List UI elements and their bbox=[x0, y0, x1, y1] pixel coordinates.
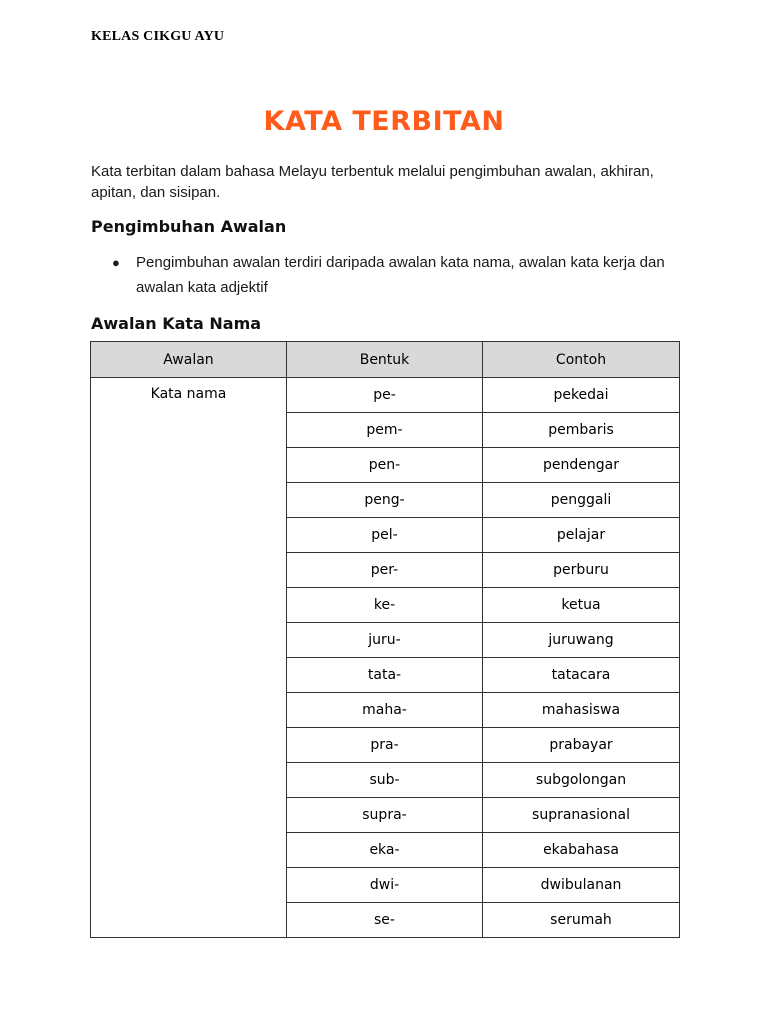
contoh-cell: serumah bbox=[483, 903, 680, 938]
awalan-kata-nama-table bbox=[90, 341, 680, 938]
intro-paragraph: Kata terbitan dalam bahasa Melayu terbentuk melalui pengimbuhan awalan, akhiran, apitan, dan sisipan. bbox=[91, 163, 654, 201]
table-header-row bbox=[91, 342, 680, 378]
contoh-cell: pekedai bbox=[483, 378, 680, 413]
column-header-bentuk: Bentuk bbox=[287, 342, 483, 378]
contoh-cell: ketua bbox=[483, 588, 680, 623]
contoh-cell: perburu bbox=[483, 553, 680, 588]
bentuk-cell: sub- bbox=[287, 763, 483, 798]
contoh-cell: dwibulanan bbox=[483, 868, 680, 903]
bullet-item bbox=[91, 250, 681, 300]
contoh-cell: pendengar bbox=[483, 448, 680, 483]
bentuk-cell: pem- bbox=[287, 413, 483, 448]
bentuk-cell: eka- bbox=[287, 833, 483, 868]
contoh-cell: mahasiswa bbox=[483, 693, 680, 728]
contoh-cell: pembaris bbox=[483, 413, 680, 448]
section-heading-pengimbuhan-awalan: Pengimbuhan Awalan bbox=[91, 217, 287, 236]
contoh-cell: ekabahasa bbox=[483, 833, 680, 868]
contoh-cell: penggali bbox=[483, 483, 680, 518]
bentuk-cell: pel- bbox=[287, 518, 483, 553]
column-header-awalan: Awalan bbox=[91, 342, 287, 378]
bentuk-cell: se- bbox=[287, 903, 483, 938]
bullet-text: Pengimbuhan awalan terdiri daripada awalan kata nama, awalan kata kerja dan awalan kata adjektif bbox=[136, 254, 665, 296]
group-cell-kata-nama: Kata nama bbox=[91, 378, 287, 938]
document-title: KATA TERBITAN bbox=[263, 106, 505, 137]
bentuk-cell: dwi- bbox=[287, 868, 483, 903]
bullet-list bbox=[91, 250, 681, 300]
bentuk-cell: ke- bbox=[287, 588, 483, 623]
contoh-cell: tatacara bbox=[483, 658, 680, 693]
bentuk-cell: supra- bbox=[287, 798, 483, 833]
page-header-label: KELAS CIKGU AYU bbox=[91, 29, 225, 44]
contoh-cell: subgolongan bbox=[483, 763, 680, 798]
bullet-dot-icon: ● bbox=[112, 255, 120, 270]
contoh-cell: prabayar bbox=[483, 728, 680, 763]
contoh-cell: supranasional bbox=[483, 798, 680, 833]
table-row bbox=[91, 378, 680, 413]
bentuk-cell: pra- bbox=[287, 728, 483, 763]
bentuk-cell: pen- bbox=[287, 448, 483, 483]
bentuk-cell: peng- bbox=[287, 483, 483, 518]
bentuk-cell: juru- bbox=[287, 623, 483, 658]
contoh-cell: pelajar bbox=[483, 518, 680, 553]
bentuk-cell: per- bbox=[287, 553, 483, 588]
bentuk-cell: tata- bbox=[287, 658, 483, 693]
contoh-cell: juruwang bbox=[483, 623, 680, 658]
section-heading-awalan-kata-nama: Awalan Kata Nama bbox=[91, 314, 262, 333]
column-header-contoh: Contoh bbox=[483, 342, 680, 378]
bentuk-cell: maha- bbox=[287, 693, 483, 728]
bentuk-cell: pe- bbox=[287, 378, 483, 413]
